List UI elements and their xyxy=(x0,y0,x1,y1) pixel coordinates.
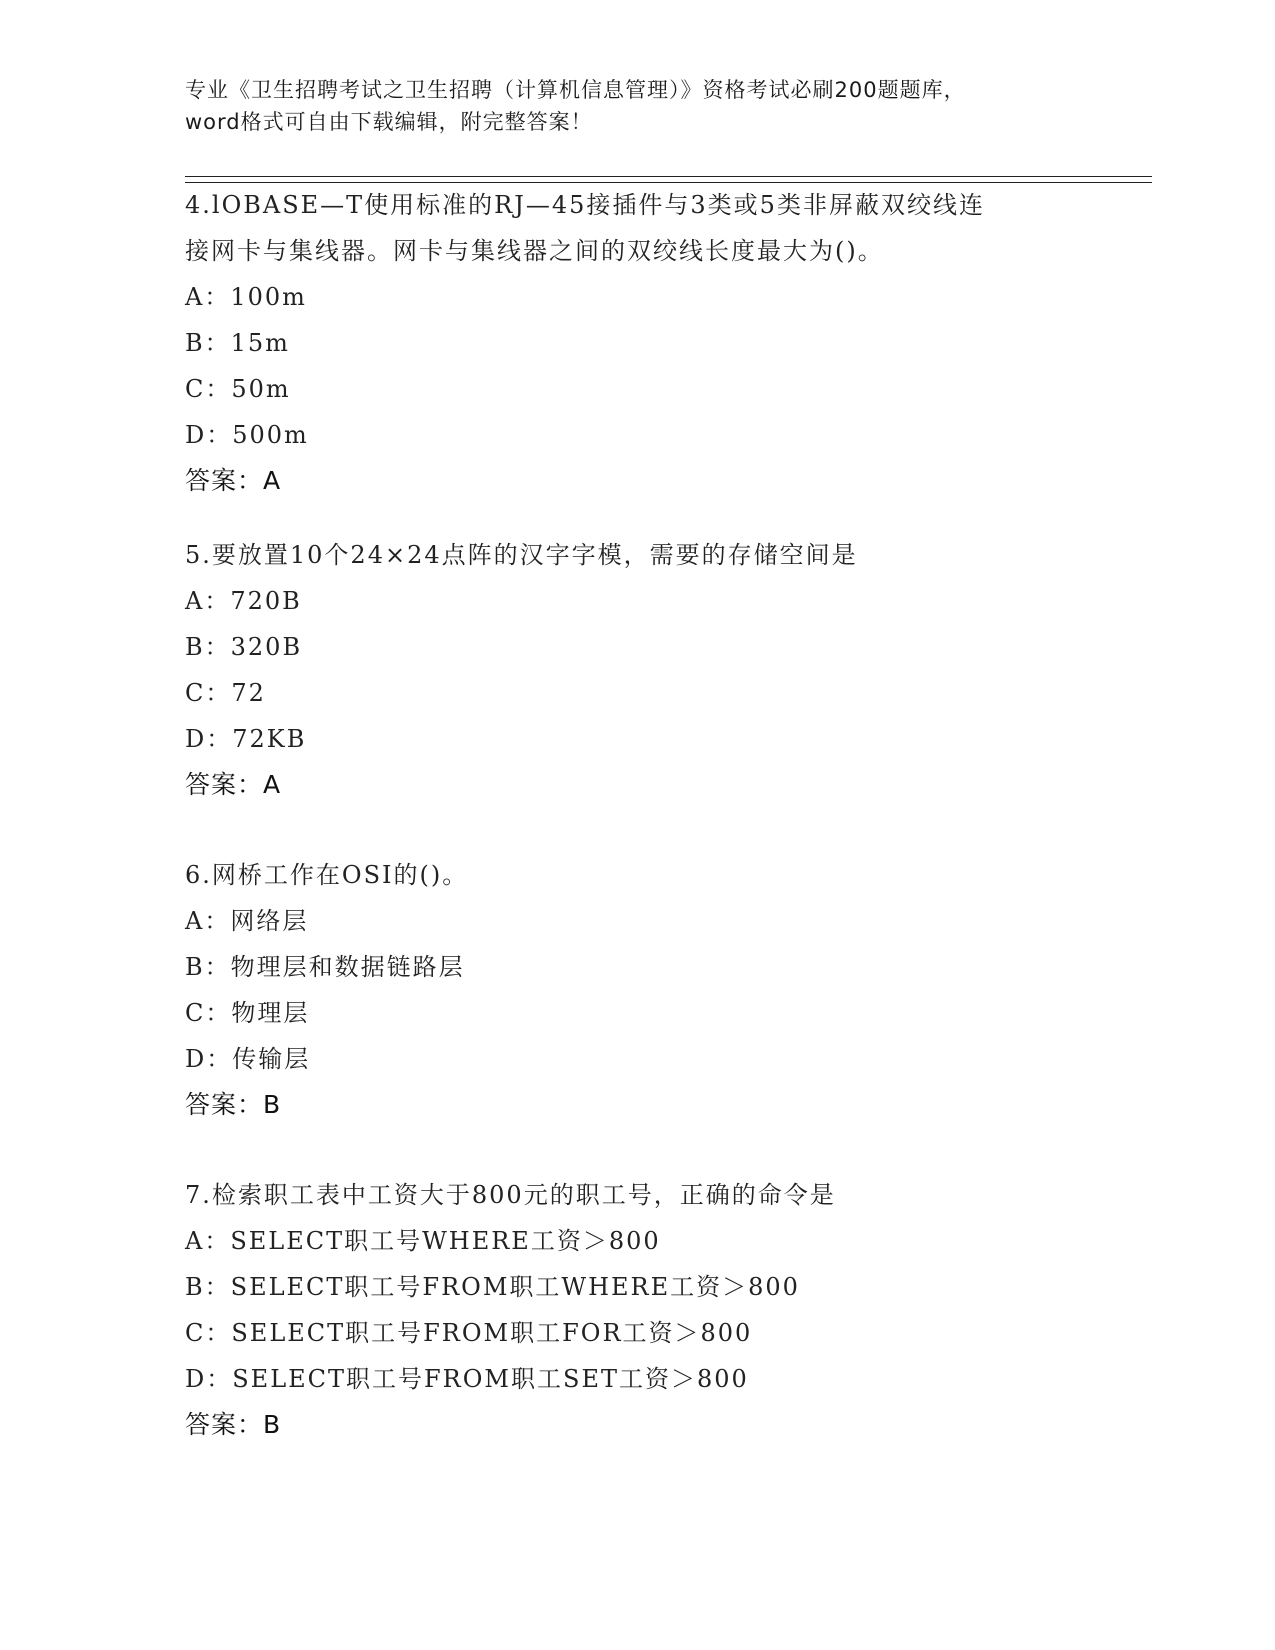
option-c: C：SELECT职工号FROM职工FOR工资＞800 xyxy=(185,1319,753,1347)
header-line-2: word格式可自由下载编辑，附完整答案！ xyxy=(185,110,593,134)
answer-label: 答案：A xyxy=(185,466,282,495)
option-a: A：SELECT职工号WHERE工资＞800 xyxy=(185,1227,661,1255)
option-c: C：72 xyxy=(185,679,266,707)
option-c: C：50m xyxy=(185,375,291,403)
option-b: B：SELECT职工号FROM职工WHERE工资＞800 xyxy=(185,1273,800,1301)
question-stem-line: 4.lOBASE—T使用标准的RJ—45接插件与3类或5类非屏蔽双绞线连 xyxy=(185,191,985,219)
option-d: D：72KB xyxy=(185,725,307,753)
header-divider-top xyxy=(185,176,1152,177)
option-b: B：物理层和数据链路层 xyxy=(185,953,465,981)
option-d: D：500m xyxy=(185,421,309,449)
option-a: A：720B xyxy=(185,587,302,615)
answer-label: 答案：B xyxy=(185,1410,282,1439)
question-5 xyxy=(185,532,1085,808)
header-line-1: 专业《卫生招聘考试之卫生招聘（计算机信息管理）》资格考试必刷200题题库， xyxy=(185,78,966,102)
question-7 xyxy=(185,1172,1085,1448)
question-stem-line: 6.网桥工作在OSI的()。 xyxy=(185,861,469,889)
option-b: B：320B xyxy=(185,633,303,661)
answer-label: 答案：A xyxy=(185,770,282,799)
question-4 xyxy=(185,182,1085,504)
answer-label: 答案：B xyxy=(185,1090,282,1119)
question-stem-line: 接网卡与集线器。网卡与集线器之间的双绞线长度最大为()。 xyxy=(185,237,884,265)
option-d: D：SELECT职工号FROM职工SET工资＞800 xyxy=(185,1365,749,1393)
option-c: C：物理层 xyxy=(185,999,310,1027)
option-d: D：传输层 xyxy=(185,1045,311,1073)
question-6 xyxy=(185,852,1085,1128)
question-stem-line: 5.要放置10个24×24点阵的汉字字模，需要的存储空间是 xyxy=(185,541,858,569)
option-a: A：100m xyxy=(185,283,307,311)
document-header xyxy=(185,74,1065,138)
option-b: B：15m xyxy=(185,329,290,357)
option-a: A：网络层 xyxy=(185,907,309,935)
question-stem-line: 7.检索职工表中工资大于800元的职工号，正确的命令是 xyxy=(185,1181,836,1209)
